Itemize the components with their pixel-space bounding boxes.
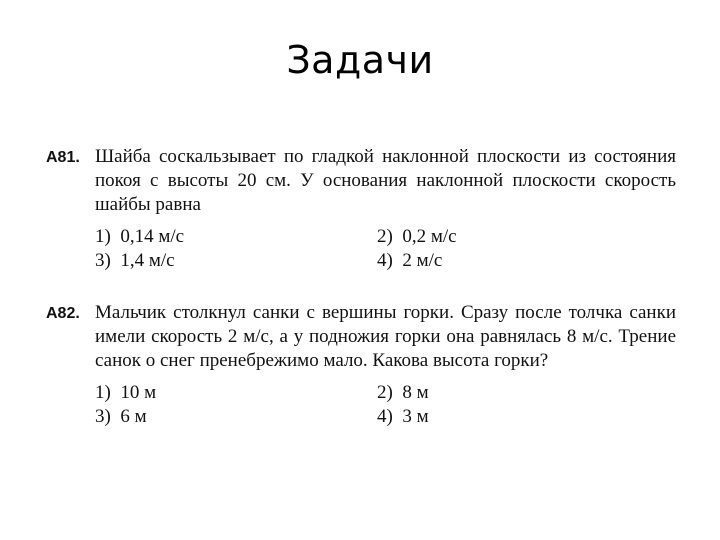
task-a81	[46, 145, 676, 273]
page-title: Задачи	[286, 38, 434, 82]
task-text: Мальчик столкнул санки с вершины горки. Сразу после толчка санки имели скорость 2 м/с, а у подножия горки она равнялась 8 м/с. Трение санок о снег пренебрежимо мало. Какова высота горки?	[95, 302, 676, 371]
answer-option: 2) 8 м	[377, 382, 429, 403]
answer-option: 1) 0,14 м/с	[95, 226, 185, 247]
answer-options	[95, 381, 676, 429]
answer-option: 3) 1,4 м/с	[95, 250, 175, 271]
task-a82	[46, 301, 676, 429]
answer-option: 2) 0,2 м/с	[377, 226, 457, 247]
answer-option: 4) 2 м/с	[377, 250, 443, 271]
task-number: А81.	[46, 149, 80, 166]
answer-option: 3) 6 м	[95, 406, 147, 427]
task-text: Шайба соскальзывает по гладкой наклонной плоскости из состояния покоя с высоты 20 см. У основания наклонной плоскости скорость шайбы равна	[95, 146, 676, 215]
answer-option: 4) 3 м	[377, 406, 429, 427]
task-number: А82.	[46, 305, 80, 322]
answer-options	[95, 225, 676, 273]
answer-option: 1) 10 м	[95, 382, 157, 403]
